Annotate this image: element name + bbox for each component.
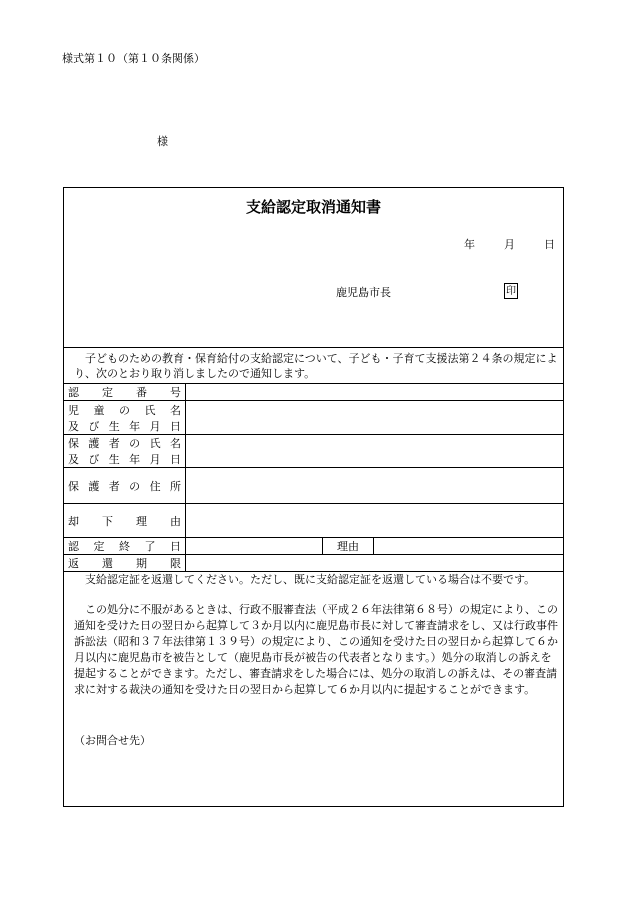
label-char: 護 (88, 479, 100, 493)
label-char: 氏 (144, 403, 156, 417)
value-return-deadline[interactable] (186, 555, 564, 572)
table-row (64, 384, 564, 401)
date-month: 月 (504, 238, 515, 251)
label-char: 返 (68, 557, 79, 570)
table-row (64, 401, 564, 435)
label-guardian-name (64, 435, 186, 468)
return-notice: 支給認定証を返還してください。ただし、既に支給認定証を返還している場合は不要です。 (85, 573, 536, 586)
label-char: の (119, 403, 130, 417)
label-char: 年 (129, 419, 141, 433)
table-row (64, 538, 564, 555)
label-char: 保 (68, 479, 79, 493)
form-number: 様式第１０（第１０条関係） (62, 52, 205, 65)
label-char: 者 (108, 479, 120, 493)
value-guardian-address[interactable] (186, 468, 564, 504)
label-char: 期 (136, 557, 147, 570)
label-char: 保 (68, 437, 79, 450)
contact-label: （お問合せ先） (74, 734, 151, 747)
label-char: 名 (169, 437, 181, 450)
label-char: 童 (93, 403, 105, 417)
divider (64, 347, 563, 348)
label-char: 年 (129, 453, 141, 466)
date-day: 日 (544, 238, 555, 251)
label-char: 番 (136, 386, 147, 399)
appeal-notice: この処分に不服があるときは、行政不服審査法（平成２６年法律第６８号）の規定により、この通知を受けた日の翌日から起算して３か月以内に鹿児島市長に対して審査請求をし、又は行政事件訴訟法（昭和３７年法律第１３９号）の規定により、この通知を受けた日の翌日から起算して６か月以内に鹿児島市を被告として（鹿児島市長が被告の代表者となります。）処分の取消しの訴えを提起することができます。ただし、審査請求をした場合には、処分の取消しの訴えは、その審査請求に対する裁決の通知を受けた日の翌日から起算して６か月以内に提起することができます。 (74, 603, 558, 696)
label-char: 終 (119, 540, 130, 553)
label-return-deadline (64, 555, 186, 572)
value-reason[interactable] (374, 538, 564, 555)
value-end-date[interactable] (186, 538, 323, 555)
label-char: 定 (102, 386, 113, 399)
label-char: 下 (102, 514, 113, 528)
label-char: 限 (170, 557, 181, 570)
value-child-name[interactable] (186, 401, 564, 435)
notice-document (63, 187, 564, 807)
label-char: 日 (170, 540, 181, 553)
label-char: 所 (169, 479, 181, 493)
date-year: 年 (464, 238, 475, 251)
document-title: 支給認定取消通知書 (245, 198, 381, 216)
date-line (464, 236, 555, 252)
label-reason: 理由 (323, 538, 374, 555)
table-row (64, 435, 564, 468)
label-char: 生 (108, 419, 120, 433)
label-char: の (129, 479, 141, 493)
label-char: 却 (68, 514, 79, 528)
label-char: 日 (169, 453, 181, 466)
label-char: の (129, 437, 141, 450)
label-char: 護 (88, 437, 100, 450)
table-row (64, 468, 564, 504)
label-char: 月 (149, 453, 161, 466)
label-char: び (88, 453, 100, 466)
label-char: 号 (170, 386, 181, 399)
label-cert-number (64, 384, 186, 401)
label-char: 生 (108, 453, 120, 466)
label-char: 名 (170, 403, 181, 417)
table-row (64, 555, 564, 572)
label-char: 由 (170, 514, 181, 528)
table-row (64, 504, 564, 538)
label-char: 理 (136, 514, 147, 528)
label-char: 氏 (149, 437, 161, 450)
label-guardian-address (64, 468, 186, 504)
label-char: 定 (93, 540, 105, 553)
value-cert-number[interactable] (186, 384, 564, 401)
label-end-date (64, 538, 186, 555)
label-char: 認 (68, 540, 79, 553)
issuer-name: 鹿児島市長 (336, 286, 391, 299)
label-char: 者 (108, 437, 120, 450)
value-guardian-name[interactable] (186, 435, 564, 468)
label-rejection-reason (64, 504, 186, 538)
label-char: 認 (68, 386, 79, 399)
value-rejection-reason[interactable] (186, 504, 564, 538)
label-char: 及 (68, 419, 79, 433)
seal-mark: 印 (504, 283, 518, 299)
label-child-name (64, 401, 186, 435)
label-char: 月 (149, 419, 161, 433)
fields-table (63, 383, 564, 572)
label-char: 了 (144, 540, 156, 553)
label-char: 住 (149, 479, 161, 493)
addressee-honorific: 様 (157, 135, 168, 148)
label-char: 還 (102, 557, 113, 570)
intro-text: 子どものための教育・保育給付の支給認定について、子ども・子育て支援法第２４条の規定により、次のとおり取り消しましたので通知します。 (74, 352, 558, 380)
label-char: 日 (169, 419, 181, 433)
label-char: び (88, 419, 100, 433)
label-char: 及 (68, 453, 79, 466)
label-char: 児 (68, 403, 79, 417)
